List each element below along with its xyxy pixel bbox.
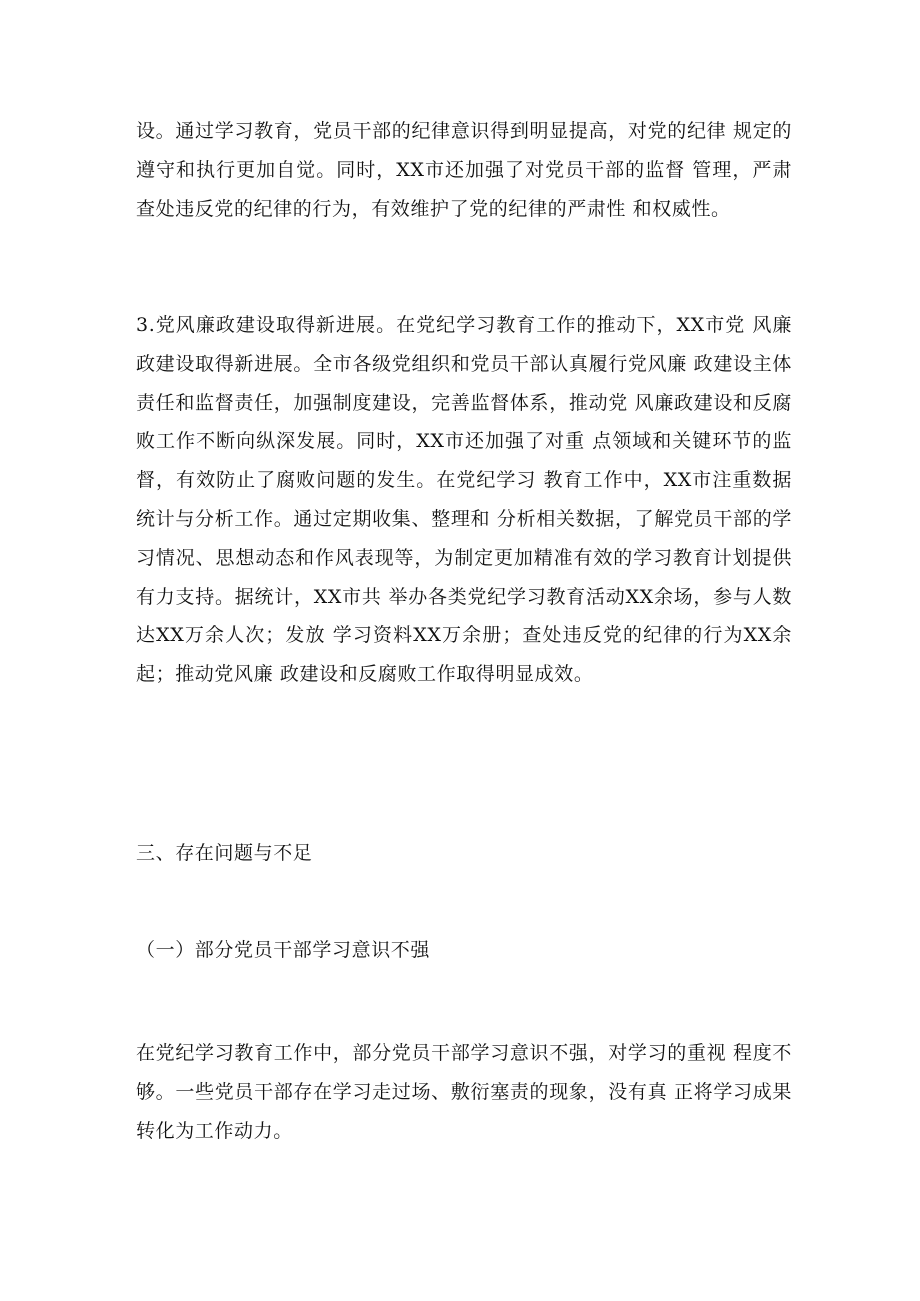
- section-heading-problems: 三、存在问题与不足: [136, 842, 313, 864]
- body-paragraph-discipline-awareness: 设。通过学习教育，党员干部的纪律意识得到明显提高，对党的纪律 规定的遵守和执行更加自觉。同时，XX市还加强了对党员干部的监督 管理，严肃查处违反党的纪律的行为，有效维护了党的纪律的严肃性 和权威性。: [136, 120, 792, 220]
- body-paragraph-weak-awareness: 在党纪学习教育工作中，部分党员干部学习意识不强，对学习的重视 程度不够。一些党员干部存在学习走过场、敷衍塞责的现象，没有真 正将学习成果转化为工作动力。: [136, 1042, 792, 1142]
- subsection-heading-weak-awareness: （一）部分党员干部学习意识不强: [136, 939, 431, 961]
- body-paragraph-anti-corruption-progress: 3.党风廉政建设取得新进展。在党纪学习教育工作的推动下，XX市党 风廉政建设取得新进展。全市各级党组织和党员干部认真履行党风廉 政建设主体责任和监督责任，加强制度建设，完善监督体系，推动党 风廉政建设和反腐败工作不断向纵深发展。同时，XX市还加强了对重 点领域和关键环节的监督，有效防止了腐败问题的发生。在党纪学习 教育工作中，XX市注重数据统计与分析工作。通过定期收集、整理和 分析相关数据，了解党员干部的学习情况、思想动态和作风表现等，为制定更加精准有效的学习教育计划提供有力支持。据统计，XX市共 举办各类党纪学习教育活动XX余场，参与人数达XX万余人次；发放 学习资料XX万余册；查处违反党的纪律的行为XX余起；推动党风廉 政建设和反腐败工作取得明显成效。: [136, 314, 792, 686]
